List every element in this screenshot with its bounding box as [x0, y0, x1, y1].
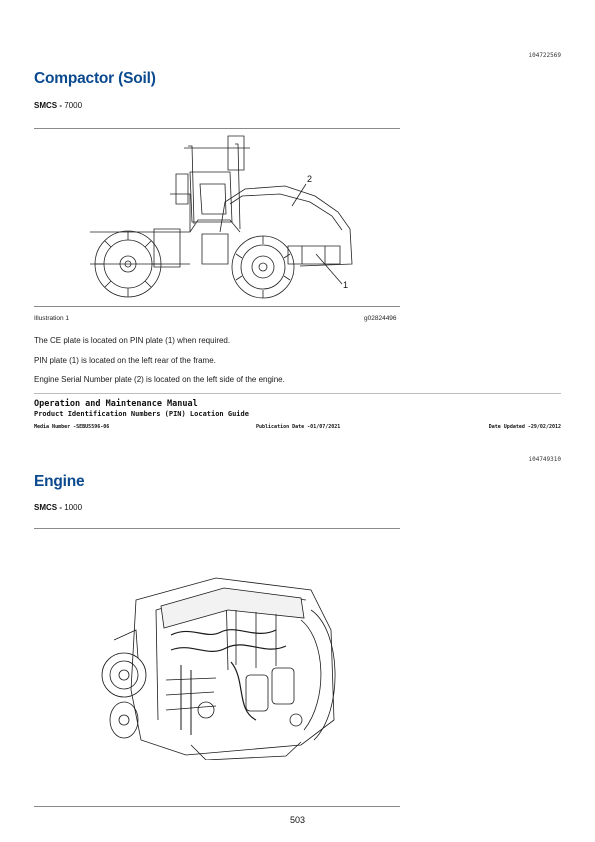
smcs-code — [34, 101, 82, 110]
page-number: 503 — [289, 815, 306, 825]
publication-date: Publication Date -01/07/2021 — [256, 424, 341, 430]
manual-title: Operation and Maintenance Manual — [34, 399, 198, 409]
engine-illustration — [96, 570, 346, 760]
divider — [34, 306, 400, 307]
divider — [34, 806, 400, 807]
media-number: Media Number -SEBU5596-06 — [34, 424, 110, 430]
compactor-illustration — [70, 134, 360, 300]
divider — [34, 128, 400, 129]
section-title: Engine — [34, 473, 85, 490]
smcs-label: SMCS - — [34, 101, 62, 110]
callout-2: 2 — [307, 174, 313, 184]
footer-divider — [34, 393, 561, 394]
smcs-value: 7000 — [64, 101, 83, 110]
doc-id: i04722569 — [528, 52, 561, 59]
smcs-code — [34, 503, 82, 512]
illustration-code: g02824496 — [364, 315, 397, 322]
smcs-value: 1000 — [64, 503, 83, 512]
illustration-label: Illustration 1 — [34, 315, 70, 322]
guide-title: Product Identification Numbers (PIN) Location Guide — [34, 410, 249, 418]
date-updated: Date Updated -29/02/2012 — [488, 424, 561, 430]
section-title: Compactor (Soil) — [34, 70, 156, 87]
paragraph: PIN plate (1) is located on the left rear of the frame. — [34, 356, 216, 365]
paragraph: The CE plate is located on PIN plate (1) when required. — [34, 336, 231, 345]
callout-1: 1 — [343, 280, 349, 290]
divider — [34, 528, 400, 529]
paragraph: Engine Serial Number plate (2) is located on the left side of the engine. — [34, 375, 285, 384]
smcs-label: SMCS - — [34, 503, 62, 512]
doc-id: i04749310 — [528, 456, 561, 463]
